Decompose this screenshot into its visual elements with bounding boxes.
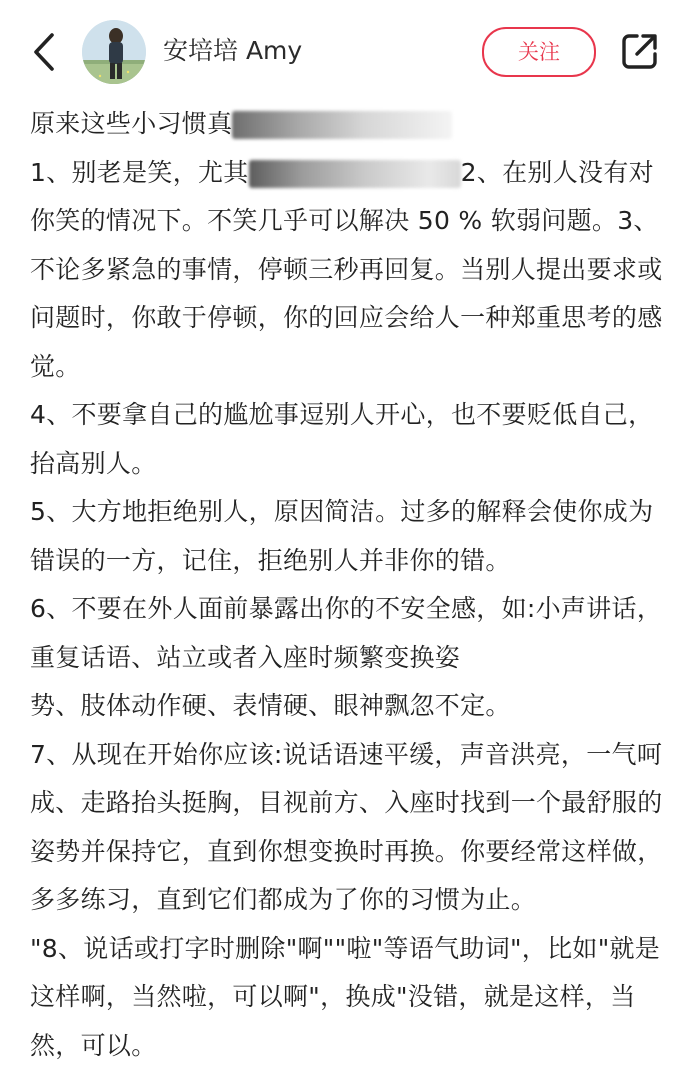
post-paragraph-7: 7、从现在开始你应该:说话语速平缓，声音洪亮，一气呵成、走路抬头挺胸，目视前方、入座时找到一个最舒服的姿势并保持它，直到你想变换时再换。你要经常这样做，多多练习，直到它们都成为了你的习惯为止。 xyxy=(30,731,670,925)
post-text: 1、别老是笑，尤其 xyxy=(30,158,249,187)
post-paragraph-4: 4、不要拿自己的尴尬事逗别人开心，也不要贬低自己，抬高别人。 xyxy=(30,391,670,488)
post-paragraph-6: 6、不要在外人面前暴露出你的不安全感，如:小声讲话，重复话语、站立或者入座时频繁变换姿 势、肢体动作硬、表情硬、眼神飘忽不定。 xyxy=(30,585,670,731)
avatar-photo xyxy=(82,20,146,84)
top-bar xyxy=(0,0,690,100)
author-name[interactable]: 安培培 Amy xyxy=(163,33,302,69)
follow-button[interactable]: 关注 xyxy=(482,27,596,77)
share-button[interactable] xyxy=(620,31,660,71)
avatar[interactable] xyxy=(82,20,146,84)
share-icon xyxy=(620,31,660,71)
post-paragraph-1-3 xyxy=(30,149,670,392)
post-text: 原来这些小习惯真 xyxy=(30,109,232,138)
post-body xyxy=(30,100,670,1070)
post-text: 2、在别人没有对 你笑的情况下。不笑几乎可以解决 50 % 软弱问题。3、不论多紧急的事情，停顿三秒再回复。当别人提出要求或问题时，你敢于停顿，你的回应会给人一种郑重思考的感觉。 xyxy=(30,158,663,381)
chevron-left-icon xyxy=(28,30,62,74)
post-paragraph-intro xyxy=(30,100,670,149)
post-paragraph-5: 5、大方地拒绝别人，原因简洁。过多的解释会使你成为错误的一方，记住，拒绝别人并非你的错。 xyxy=(30,488,670,585)
back-button[interactable] xyxy=(28,30,62,74)
redacted-text xyxy=(232,111,452,139)
redacted-text xyxy=(249,160,461,188)
post-paragraph-8: "8、说话或打字时删除"啊""啦"等语气助词"，比如"就是这样啊，当然啦，可以啊"，换成"没错，就是这样，当然，可以。 xyxy=(30,925,670,1070)
